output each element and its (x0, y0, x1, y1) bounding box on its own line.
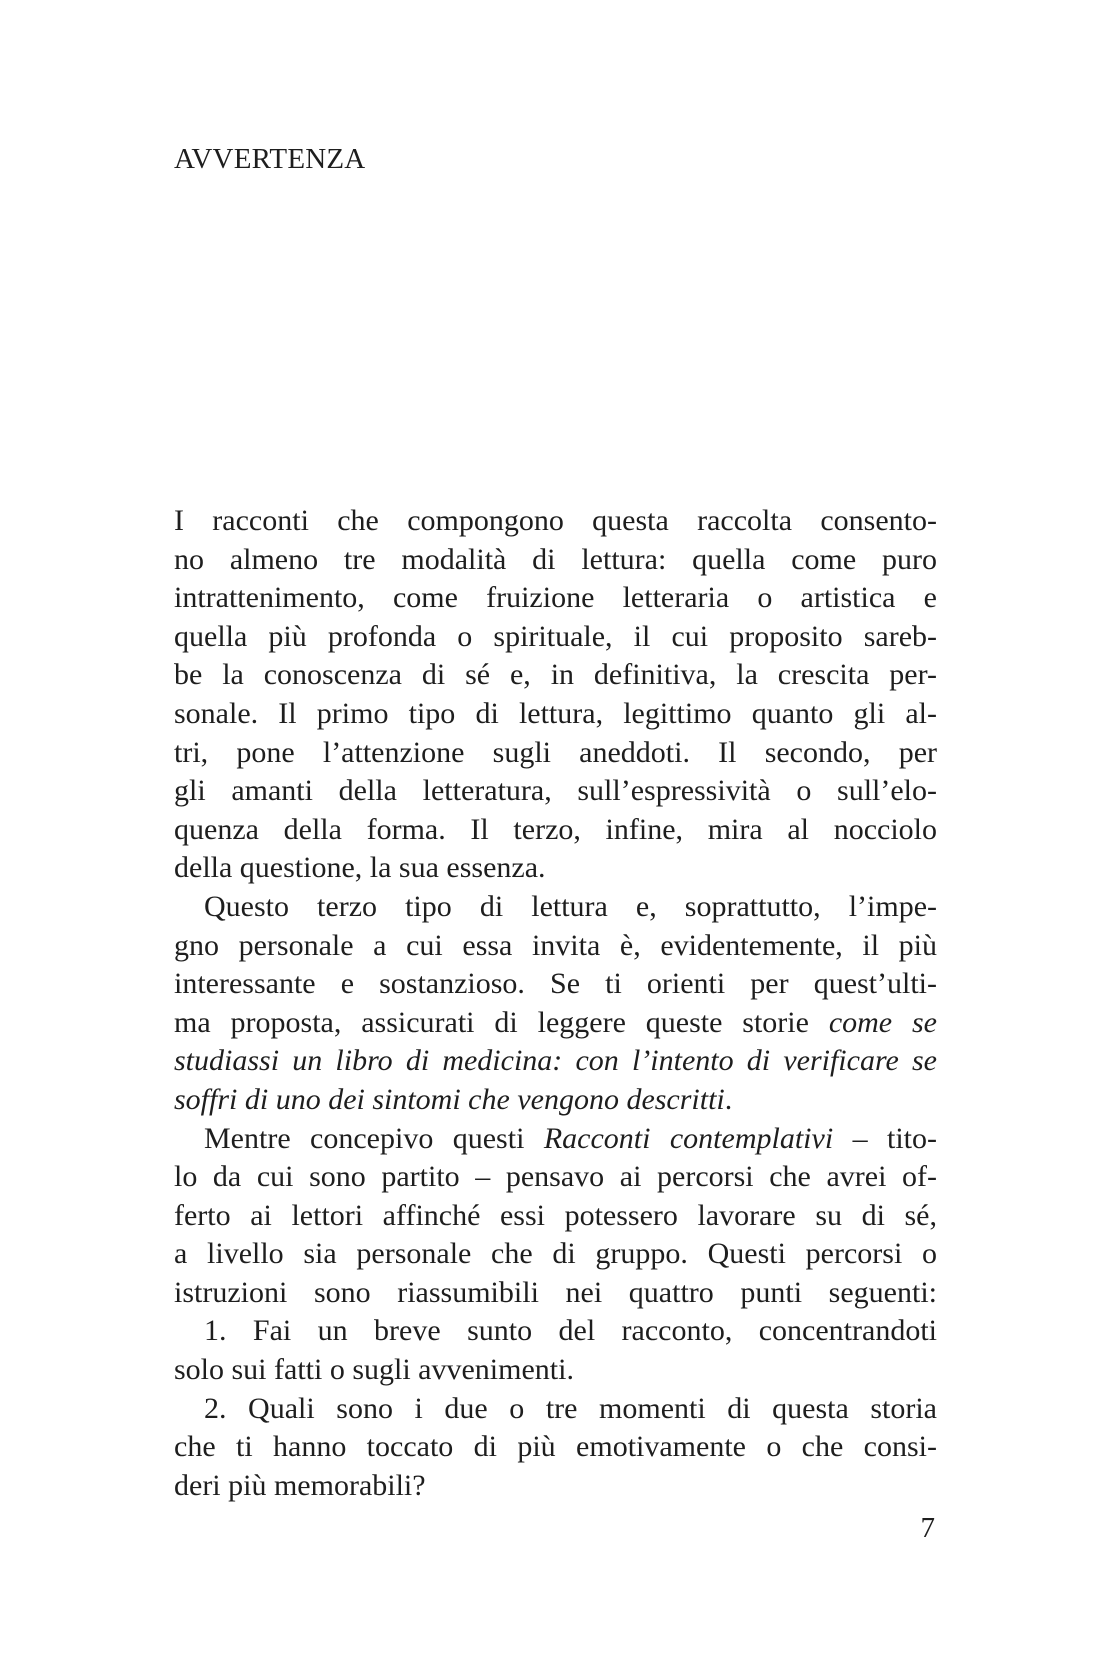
text-line: 2. Quali sono i due o tre momenti di questa storia (204, 1391, 937, 1425)
text-line: della questione, la sua essenza. (174, 851, 546, 885)
text-line: a livello sia personale che di gruppo. Questi percorsi o (174, 1237, 937, 1271)
page-heading: AVVERTENZA (174, 143, 366, 175)
text-line: solo sui fatti o sugli avvenimenti. (174, 1353, 574, 1387)
text-line: istruzioni sono riassumibili nei quattro punti seguenti: (174, 1275, 937, 1309)
text-line: studiassi un libro di medicina: con l’intento di verificare se (174, 1044, 937, 1078)
text-line: 1. Fai un breve sunto del racconto, concentrandoti (204, 1314, 937, 1348)
text-line: ma proposta, assicurati di leggere queste storie come se (174, 1005, 937, 1039)
text-line: Mentre concepivo questi Racconti contemplativi – tito- (204, 1121, 938, 1155)
text-line: no almeno tre modalità di lettura: quella come puro (174, 542, 937, 576)
text-line: quella più profonda o spirituale, il cui proposito sareb- (174, 619, 937, 653)
text-line: Questo terzo tipo di lettura e, soprattutto, l’impe- (204, 889, 937, 923)
text-line: lo da cui sono partito – pensavo ai percorsi che avrei of- (174, 1160, 937, 1194)
text-line: tri, pone l’attenzione sugli aneddoti. Il secondo, per (174, 735, 937, 769)
text-line: I racconti che compongono questa raccolta consento- (174, 504, 937, 537)
text-line: ferto ai lettori affinché essi potessero lavorare su di sé, (174, 1198, 937, 1232)
text-line: gno personale a cui essa invita è, evidentemente, il più (174, 928, 937, 962)
body-text (174, 502, 937, 1505)
text-line: deri più memorabili? (174, 1468, 426, 1502)
text-line: sonale. Il primo tipo di lettura, legittimo quanto gli al- (174, 696, 937, 730)
text-line: be la conoscenza di sé e, in definitiva, la crescita per- (174, 658, 937, 692)
text-line: soffri di uno dei sintomi che vengono descritti. (174, 1082, 733, 1116)
text-line: interessante e sostanzioso. Se ti orienti per quest’ulti- (174, 967, 937, 1001)
text-line: che ti hanno toccato di più emotivamente o che consi- (174, 1430, 937, 1464)
text-line: intrattenimento, come fruizione letteraria o artistica e (174, 581, 937, 615)
text-line: gli amanti della letteratura, sull’espressività o sull’elo- (174, 774, 937, 808)
page-number: 7 (920, 1512, 935, 1544)
text-line: quenza della forma. Il terzo, infine, mira al nocciolo (174, 812, 937, 846)
